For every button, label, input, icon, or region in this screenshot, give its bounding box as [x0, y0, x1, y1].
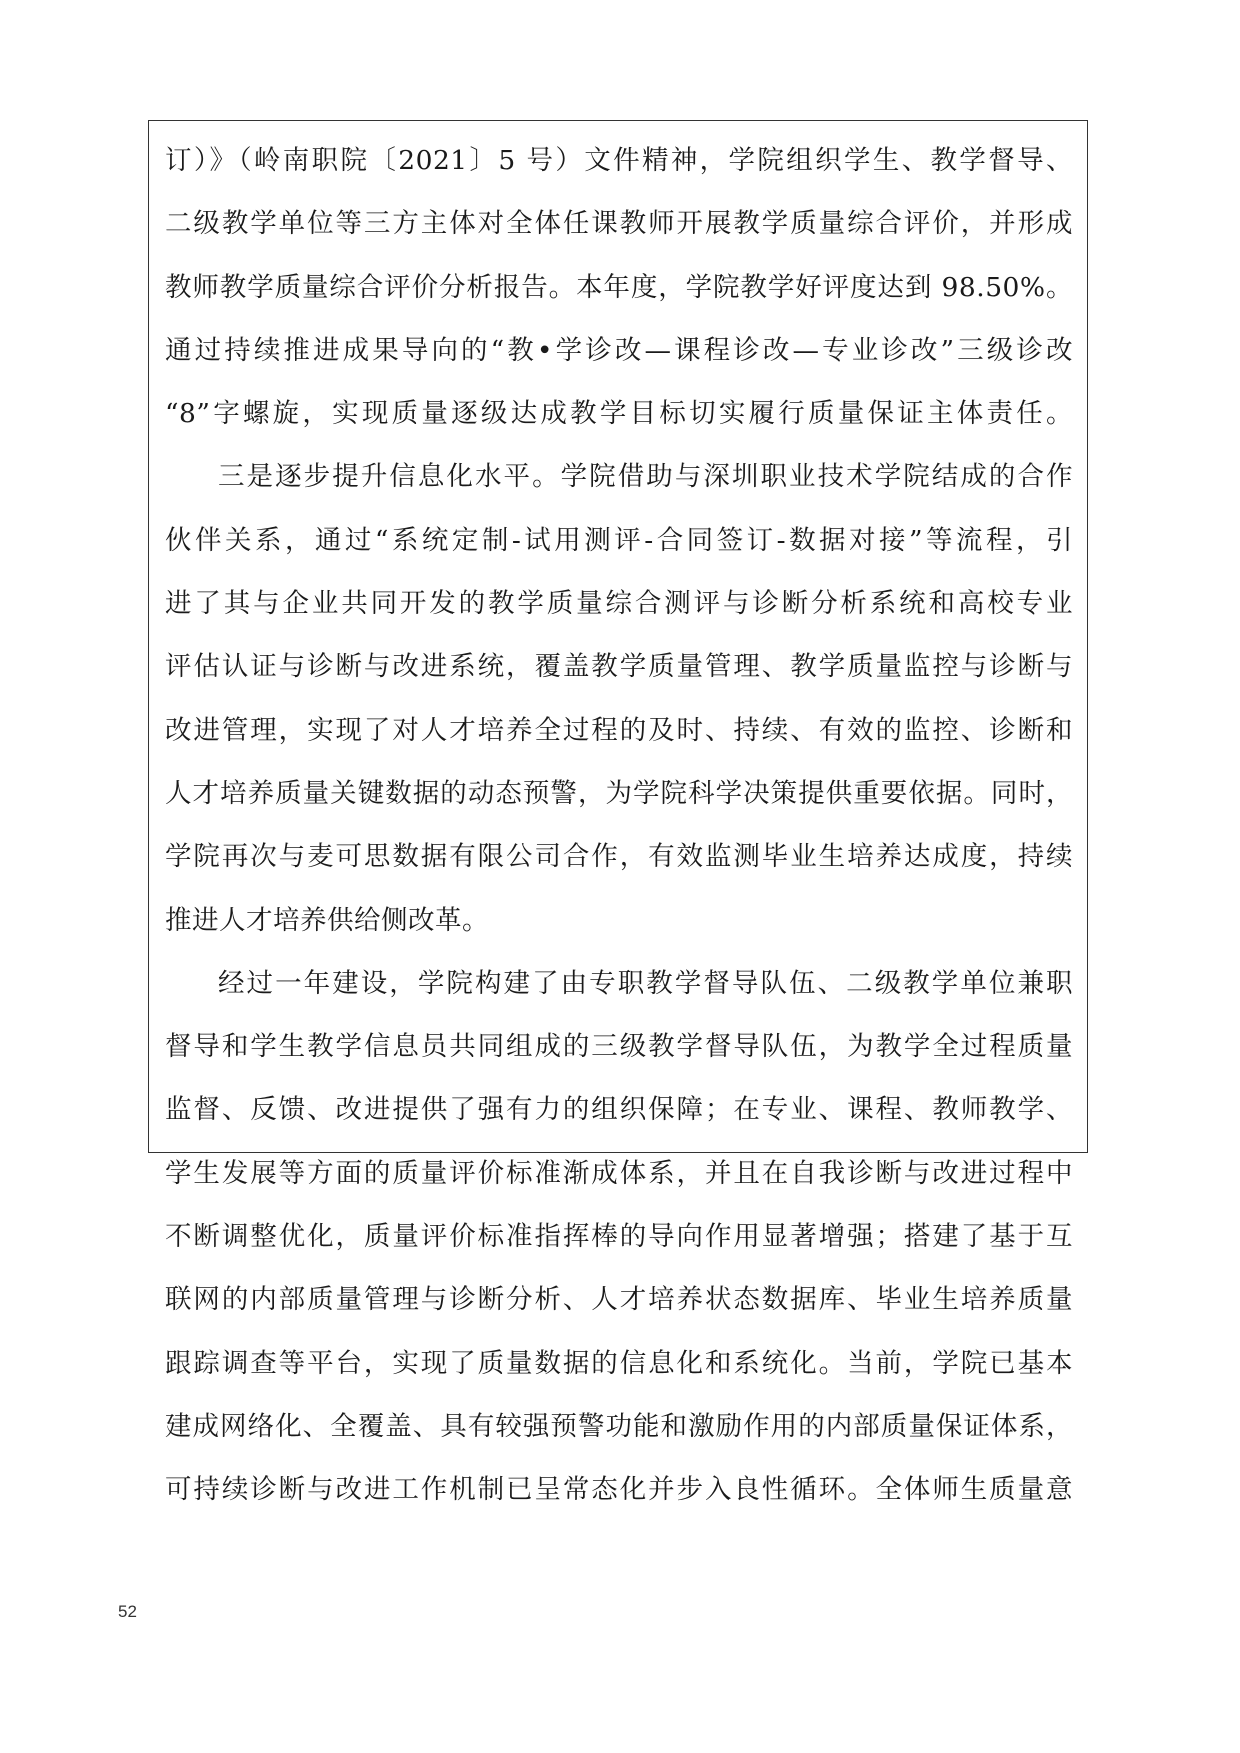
paragraph-1	[165, 129, 1073, 445]
document-body	[165, 129, 1073, 1522]
text-line: 评估认证与诊断与改进系统，覆盖教学质量管理、教学质量监控与诊断与	[165, 651, 1073, 683]
text-line: 人才培养质量关键数据的动态预警，为学院科学决策提供重要依据。同时，	[165, 777, 1073, 809]
text-line: “8”字螺旋，实现质量逐级达成教学目标切实履行质量保证主体责任。	[165, 398, 1073, 430]
text-line: 教师教学质量综合评价分析报告。本年度，学院教学好评度达到 98.50%。	[165, 271, 1073, 303]
text-line: 不断调整优化，质量评价标准指挥棒的导向作用显著增强；搭建了基于互	[165, 1221, 1073, 1253]
paragraph-3	[165, 952, 1073, 1522]
paragraph-2	[165, 445, 1073, 951]
text-line: 督导和学生教学信息员共同组成的三级教学督导队伍，为教学全过程质量	[165, 1031, 1073, 1063]
text-line: 伙伴关系，通过“系统定制-试用测评-合同签订-数据对接”等流程，引	[165, 524, 1073, 556]
text-line: 监督、反馈、改进提供了强有力的组织保障；在专业、课程、教师教学、	[165, 1094, 1073, 1126]
text-line: 通过持续推进成果导向的“教•学诊改—课程诊改—专业诊改”三级诊改	[165, 334, 1073, 366]
text-line: 学院再次与麦可思数据有限公司合作，有效监测毕业生培养达成度，持续	[165, 841, 1073, 873]
text-line: 跟踪调查等平台，实现了质量数据的信息化和系统化。当前，学院已基本	[165, 1347, 1073, 1379]
text-line: 学生发展等方面的质量评价标准渐成体系，并且在自我诊断与改进过程中	[165, 1157, 1073, 1189]
text-line: 订）》（岭南职院〔2021〕5 号）文件精神，学院组织学生、教学督导、	[165, 145, 1073, 176]
text-line: 推进人才培养供给侧改革。	[165, 904, 489, 936]
text-line: 经过一年建设，学院构建了由专职教学督导队伍、二级教学单位兼职	[218, 967, 1073, 999]
text-line: 三是逐步提升信息化水平。学院借助与深圳职业技术学院结成的合作	[218, 461, 1073, 493]
text-line: 可持续诊断与改进工作机制已呈常态化并步入良性循环。全体师生质量意	[165, 1474, 1073, 1506]
page-number: 52	[118, 1602, 137, 1621]
text-line: 改进管理，实现了对人才培养全过程的及时、持续、有效的监控、诊断和	[165, 714, 1073, 746]
text-line: 联网的内部质量管理与诊断分析、人才培养状态数据库、毕业生培养质量	[165, 1284, 1073, 1316]
text-line: 二级教学单位等三方主体对全体任课教师开展教学质量综合评价，并形成	[165, 208, 1073, 240]
content-frame	[148, 120, 1088, 1506]
text-line: 建成网络化、全覆盖、具有较强预警功能和激励作用的内部质量保证体系，	[165, 1410, 1073, 1442]
text-line: 进了其与企业共同开发的教学质量综合测评与诊断分析系统和高校专业	[165, 588, 1073, 620]
